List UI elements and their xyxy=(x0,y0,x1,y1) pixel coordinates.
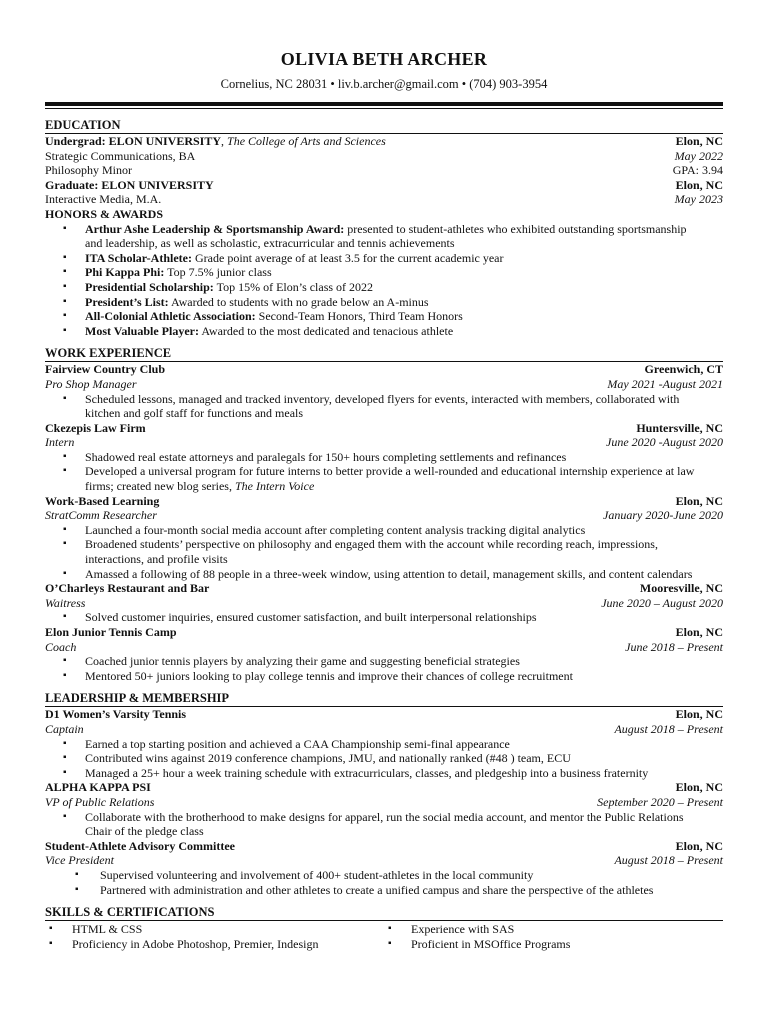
job-role-row: Coach June 2018 – Present xyxy=(45,639,723,654)
job-bullets xyxy=(45,450,723,494)
list-item: ▪ Mentored 50+ juniors looking to play college tennis and improve their chances of college recruitment xyxy=(45,669,723,684)
candidate-name: OLIVIA BETH ARCHER xyxy=(280,49,488,69)
skills-right xyxy=(384,922,723,951)
list-item: ▪ HTML & CSS xyxy=(45,922,384,937)
education-heading: EDUCATION xyxy=(45,118,121,132)
list-item: ▪ Scheduled lessons, managed and tracked inventory, developed flyers for events, interacted with members, collaborated with kitchen and golf staff for functions and meals xyxy=(45,392,723,421)
job-header: Ckezepis Law Firm Huntersville, NC xyxy=(45,420,723,435)
job-bullets xyxy=(45,523,723,581)
undergrad-row: Undergrad: ELON UNIVERSITY, The College of Arts and Sciences Elon, NC xyxy=(45,134,723,148)
job-role-row: Waitress June 2020 – August 2020 xyxy=(45,595,723,610)
list-item: ▪ President’s List: Awarded to students with no grade below an A-minus xyxy=(45,295,723,310)
undergrad-location: Elon, NC xyxy=(675,134,723,148)
job-header: Work-Based Learning Elon, NC xyxy=(45,493,723,508)
job-bullets xyxy=(45,654,723,683)
list-item: ▪ Experience with SAS xyxy=(384,922,723,937)
graduate-degree-row xyxy=(45,192,723,207)
skills-heading: SKILLS & CERTIFICATIONS xyxy=(45,905,215,920)
org-role-row: VP of Public Relations September 2020 – Present xyxy=(45,794,723,809)
list-item: ▪ All-Colonial Athletic Association: Second-Team Honors, Third Team Honors xyxy=(45,309,723,324)
undergrad-gpa: GPA: 3.94 xyxy=(672,163,723,178)
list-item: ▪ Supervised volunteering and involvement of 400+ student-athletes in the local community xyxy=(45,868,723,883)
job-role-row: Pro Shop Manager May 2021 -August 2021 xyxy=(45,376,723,391)
list-item: ▪ Amassed a following of 88 people in a three-week window, using attention to detail, management skills, and content calendars xyxy=(45,567,723,582)
org-header: ALPHA KAPPA PSI Elon, NC xyxy=(45,780,723,795)
job-role-row: StratComm Researcher January 2020-June 2020 xyxy=(45,508,723,523)
graduate-row xyxy=(45,178,723,193)
job-header: O’Charleys Restaurant and Bar Mooresville, NC xyxy=(45,581,723,596)
graduate-degree: Interactive Media, M.A. xyxy=(45,192,162,207)
org-header: D1 Women’s Varsity Tennis Elon, NC xyxy=(45,707,723,722)
org-bullets xyxy=(45,810,723,839)
list-item: ▪ Broadened students’ perspective on philosophy and engaged them with the account while recording reach, impressions, interactions, and profile visits xyxy=(45,537,723,566)
job-header: Elon Junior Tennis Camp Elon, NC xyxy=(45,625,723,639)
org-role-row: Captain August 2018 – Present xyxy=(45,721,723,736)
list-item: ▪ Most Valuable Player: Awarded to the most dedicated and tenacious athlete xyxy=(45,324,723,339)
job-bullets xyxy=(45,392,723,421)
work-heading: WORK EXPERIENCE xyxy=(45,346,172,361)
job-role-row: Intern June 2020 -August 2020 xyxy=(45,435,723,450)
list-item: ▪ Coached junior tennis players by analyzing their game and suggesting beneficial strategies xyxy=(45,654,723,669)
graduate-label: Graduate: ELON UNIVERSITY xyxy=(45,177,214,192)
skills-rule xyxy=(45,920,723,921)
list-item: ▪ Collaborate with the brotherhood to make designs for apparel, run the social media account, and mentor the Public Relations Chair of the pledge class xyxy=(45,810,723,839)
list-item: ▪ Shadowed real estate attorneys and paralegals for 150+ hours completing settlements and refinances xyxy=(45,450,723,465)
undergrad-college: The College of Arts and Sciences xyxy=(227,134,386,148)
list-item: ▪ Launched a four-month social media account after completing content analysis tracking digital analytics xyxy=(45,523,723,538)
graduate-location: Elon, NC xyxy=(675,177,723,192)
undergrad-label: Undergrad: ELON UNIVERSITY xyxy=(45,134,222,148)
honors-heading: HONORS & AWARDS xyxy=(45,206,164,221)
org-bullets xyxy=(45,868,723,897)
undergrad-date: May 2022 xyxy=(674,148,723,163)
org-role-row: Vice President August 2018 – Present xyxy=(45,853,723,868)
list-item: ▪ Partnered with administration and other athletes to create a unified campus and share the perspective of the athletes xyxy=(45,883,723,898)
job-header: Fairview Country Club Greenwich, CT xyxy=(45,362,723,377)
list-item: ▪ Arthur Ashe Leadership & Sportsmanship Award: presented to student-athletes who exhibited outstanding sportsmanship and leadership, as well as scholastic, extracurricular and tennis achievements xyxy=(45,222,723,251)
list-item: ▪ Managed a 25+ hour a week training schedule with extracurriculars, classes, and pledgeship into a business fraternity xyxy=(45,766,723,781)
graduate-date: May 2023 xyxy=(674,192,723,207)
list-item: ▪ Phi Kappa Phi: Top 7.5% junior class xyxy=(45,265,723,280)
org-header: Student-Athlete Advisory Committee Elon, NC xyxy=(45,838,723,853)
list-item: ▪ Proficiency in Adobe Photoshop, Premier, Indesign xyxy=(45,937,384,952)
list-item: ▪ Contributed wins against 2019 conference champions, JMU, and nationally ranked (#48 ) team, ECU xyxy=(45,751,723,766)
org-bullets xyxy=(45,737,723,781)
undergrad-minor: Philosophy Minor xyxy=(45,163,133,178)
undergrad-degree: Strategic Communications, BA xyxy=(45,148,196,163)
skills-left xyxy=(45,922,384,951)
header-rule-thin xyxy=(45,108,723,109)
undergrad-degree-row xyxy=(45,149,723,164)
undergrad-minor-row xyxy=(45,163,723,178)
leadership-heading: LEADERSHIP & MEMBERSHIP xyxy=(45,691,230,706)
list-item: ▪ Proficient in MSOffice Programs xyxy=(384,937,723,952)
header-rule-thick xyxy=(45,102,723,106)
list-item: ▪ Presidential Scholarship: Top 15% of Elon’s class of 2022 xyxy=(45,280,723,295)
list-item: ▪ Earned a top starting position and achieved a CAA Championship semi-final appearance xyxy=(45,737,723,752)
list-item: ▪ Solved customer inquiries, ensured customer satisfaction, and built interpersonal relationships xyxy=(45,610,723,625)
job-bullets xyxy=(45,610,723,625)
skills-columns xyxy=(45,922,723,951)
list-item: ▪ Developed a universal program for future interns to better provide a well-rounded and educational internship experience at law firms; created new blog series, The Intern Voice xyxy=(45,464,723,493)
list-item: ▪ ITA Scholar-Athlete: Grade point average of at least 3.5 for the current academic year xyxy=(45,251,723,266)
contact-line: Cornelius, NC 28031 • liv.b.archer@gmail.com • (704) 903-3954 xyxy=(220,77,548,91)
honors-list xyxy=(45,222,723,339)
